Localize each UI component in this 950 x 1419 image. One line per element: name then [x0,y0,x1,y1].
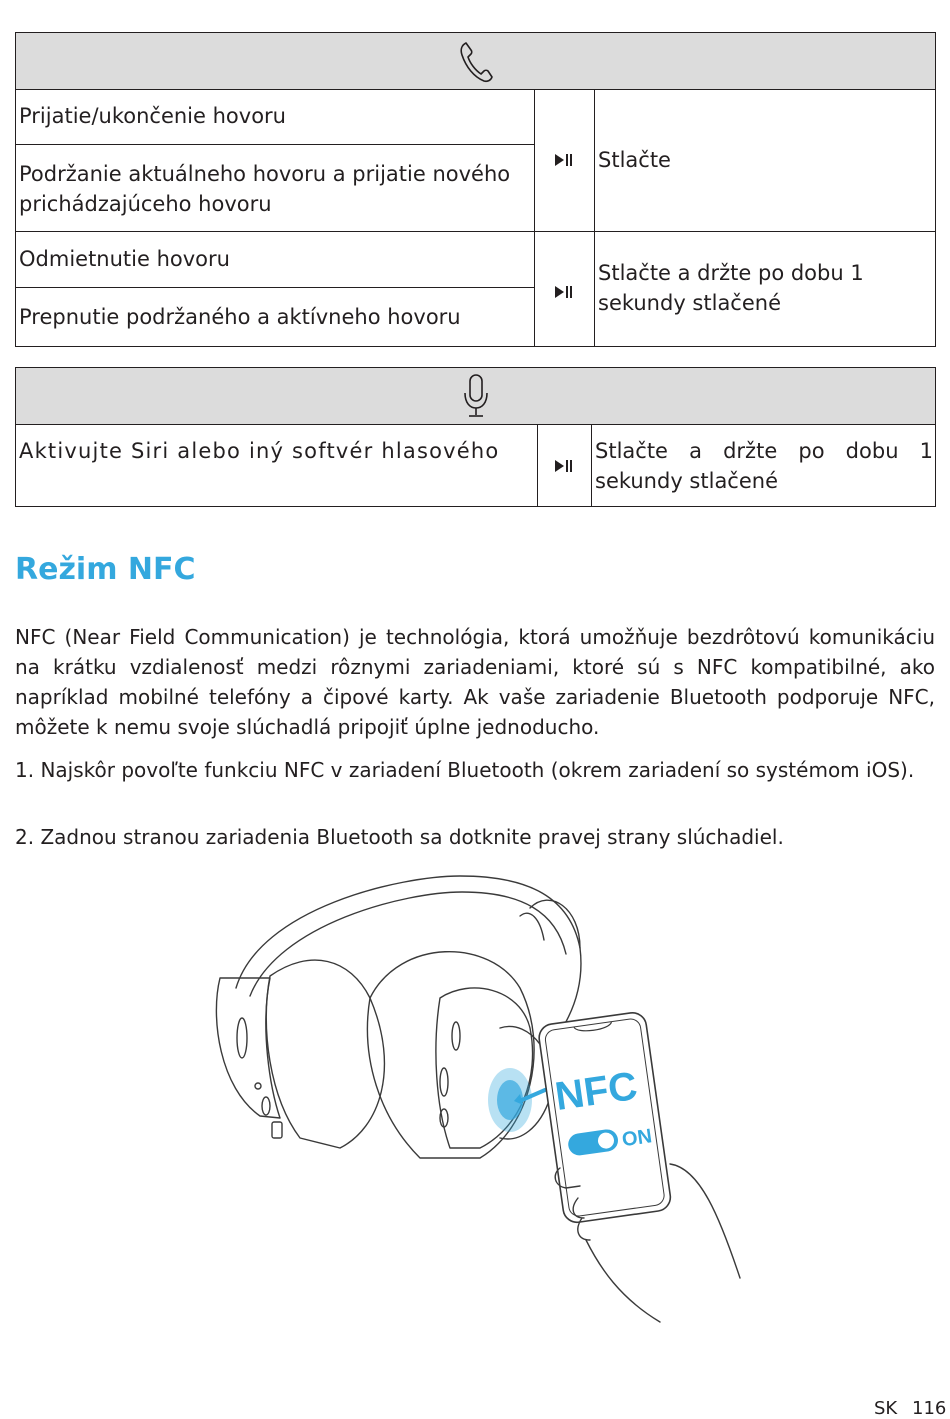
call-operation-press-hold: Stlačte a držte po dobu 1 sekundy stlačené [598,261,864,315]
nfc-pairing-illustration [200,868,760,1328]
section-title: Režim NFC [15,552,196,587]
call-action-switch: Prepnutie podržaného a aktívneho hovoru [19,305,461,329]
phone-nfc-label: NFC [552,1063,640,1119]
footer-language: SK [874,1398,898,1419]
play-pause-icon [554,459,574,473]
voice-assistant-table [15,367,936,507]
call-table-header [16,33,935,90]
call-action-hold-accept: Podržanie aktuálneho hovoru a prijatie nového prichádzajúceho hovoru [19,162,511,216]
phone-icon [458,39,494,83]
play-pause-icon [554,153,574,167]
call-action-reject: Odmietnutie hovoru [19,247,230,271]
nfc-step-1: 1. Najskôr povoľte funkciu NFC v zariadení Bluetooth (okrem zariadení so systémom iOS). [15,758,915,782]
call-controls-table [15,32,936,347]
call-action-accept-end: Prijatie/ukončenie hovoru [19,104,286,128]
phone-on-label: ON [620,1125,654,1152]
voice-table-header [16,368,935,425]
play-pause-icon [554,285,574,299]
voice-operation: Stlačte a držte po dobu 1 sekundy stlačené [595,439,933,493]
microphone-icon [461,373,491,419]
nfc-intro-paragraph: NFC (Near Field Communication) je technológia, ktorá umožňuje bezdrôtovú komunikáciu na krátku vzdialenosť medzi rôznymi zariadeniami, ktoré sú s NFC kompatibilné, ako napríklad mobilné telefóny a čipové karty. Ak vaše zariadenie Bluetooth podporuje NFC, môžete k nemu svoje slúchadlá pripojiť úplne jednoducho. [15,625,935,739]
voice-action: Aktivujte Siri alebo iný softvér hlasového [19,439,500,463]
footer-page-number: 116 [912,1398,947,1419]
nfc-step-2: 2. Zadnou stranou zariadenia Bluetooth sa dotknite pravej strany slúchadiel. [15,825,784,849]
call-operation-press: Stlačte [598,148,671,172]
